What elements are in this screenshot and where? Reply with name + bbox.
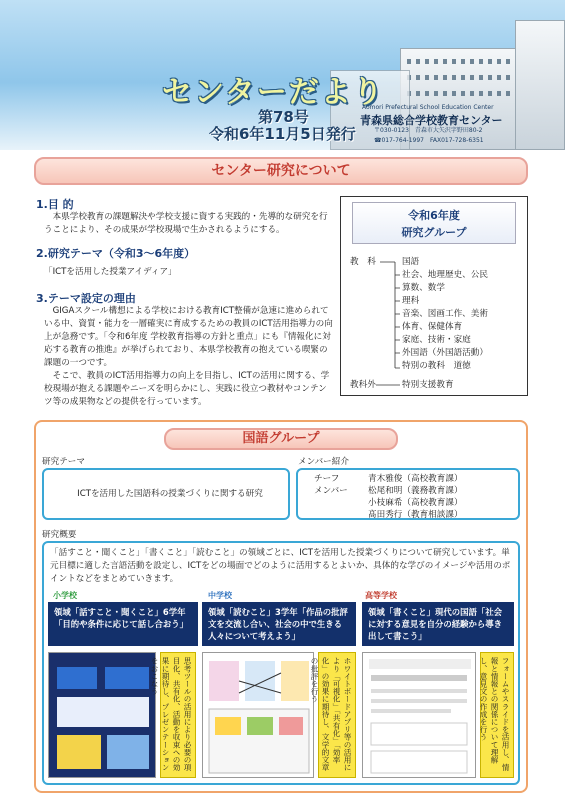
org-name-jp: 青森県総合学校教育センター <box>360 114 503 127</box>
section-title: センター研究について <box>34 157 528 185</box>
col-hs-title: 領域「書くこと」現代の国語「社会に対する意見を自分の経験から導き出して書こう」 <box>362 602 514 646</box>
hs-screenshot-graphic <box>363 653 476 778</box>
col-elem-label: 小学校 <box>53 591 77 600</box>
newsletter-title: センターだより <box>162 75 385 110</box>
jh-note: ホワイトボードアプリ等の活用により「可視化」「共有化」「効率化」の効果に期待し、文学的文章の批評を行う <box>318 652 356 778</box>
theme-text: 「ICTを活用した授業アイディア」 <box>44 267 177 277</box>
groups-heading-line1: 令和6年度 <box>408 209 460 222</box>
group-item-1: 社会、地理歴史、公民 <box>402 270 488 280</box>
chief-label: チーフ <box>314 474 340 484</box>
org-phone: ☎017-764-1997 FAX017-728-6351 <box>374 137 484 144</box>
group-item-5: 体育、保健体育 <box>402 322 463 332</box>
purpose-heading: 1.目 的 <box>36 198 74 211</box>
members-label: メンバー紹介 <box>298 457 349 467</box>
group-item-3: 理科 <box>402 296 420 306</box>
group-item-2: 算数、数学 <box>402 283 445 293</box>
kokugo-title: 国語グループ <box>164 428 398 450</box>
elem-screenshot <box>48 652 156 778</box>
member-label: メンバー <box>314 486 348 496</box>
theme-heading: 2.研究テーマ（令和3～6年度） <box>36 247 196 260</box>
subjects-label: 教 科 <box>350 257 376 267</box>
hs-note: フォームやスライドを活用し、情報と情報との関係について理解し、意見文の作成を行う <box>480 652 514 778</box>
issue-date: 令和6年11月5日発行 <box>209 125 356 143</box>
groups-heading-line2: 研究グループ <box>401 226 467 239</box>
reason-text-2: そこで、教員のICT活用指導力の向上を目指し、ICTの活用に関する、学校現場が抱える課題やニーズを明らかにし、実践に役立つ教材やコンテンツ等の成果物などの提供を行っています。 <box>44 371 330 407</box>
group-item-0: 国語 <box>402 257 420 267</box>
issue-number: 第78号 <box>258 108 309 126</box>
org-name-en: Aomori Prefectural School Education Center <box>362 104 494 111</box>
hs-screenshot <box>362 652 476 778</box>
reason-text-1: GIGAスクール構想による学校における教育ICT整備が急速に進められている中、資質・能力を一層確実に育成するための教員のICT活用指導力の向上が急務です。「令和6年度 学校教育指導の方針と重点」にも『情報化に対応する教育の推進』が挙げられており、本県学校教育の抱えている喫緊の課題の一つです。 <box>44 306 333 368</box>
elem-screenshot-graphic <box>49 653 156 778</box>
other-label: 教科外 <box>350 380 376 390</box>
theme-value: ICTを活用した国語科の授業づくりに関する研究 <box>77 489 263 499</box>
group-item-6: 家庭、技術・家庭 <box>402 335 471 345</box>
col-jh-label: 中学校 <box>208 591 232 600</box>
member-3: 髙田秀行（教育相談課） <box>368 510 463 520</box>
member-1: 松尾和明（義務教育課） <box>368 486 463 496</box>
col-hs-label: 高等学校 <box>365 591 397 600</box>
summary-text: 「話すこと・聞くこと」「書くこと」「読むこと」の領域ごとに、ICTを活用した授業づくりについて研究しています。単元目標に適した言語活動を設定し、ICTをどの場面でどのように活用するとよいか、具体的な学びのイメージや活用のポイントなどをまとめていきます。 <box>50 548 511 584</box>
col-jh-title: 領域「読むこと」3学年「作品の批評文を交流し合い、社会の中で生きる人々について考えよう」 <box>202 602 356 646</box>
jh-screenshot <box>202 652 314 778</box>
org-contact <box>374 126 554 146</box>
jh-screenshot-graphic <box>203 653 314 778</box>
member-2: 小枝麻希（高校教育課） <box>368 498 463 508</box>
reason-heading: 3.テーマ設定の理由 <box>36 292 136 305</box>
col-elem-title: 領域「話すこと・聞くこと」6学年「目的や条件に応じて話し合おう」 <box>48 602 198 646</box>
group-item-4: 音楽、図画工作、美術 <box>402 309 488 319</box>
theme-box <box>42 468 290 520</box>
purpose-text: 本県学校教育の課題解決や学校支援に資する実践的・先導的な研究を行うことにより、その成果が学校現場で生かされるようにする。 <box>44 212 328 235</box>
group-item-special: 特別支援教育 <box>402 380 454 390</box>
theme-label: 研究テーマ <box>42 457 85 467</box>
elem-note: 思考ツールの活用により必要の項目化、共有化、活動を収束への効果に期待し、プレゼンテーションをおこなう <box>160 652 196 778</box>
group-item-7: 外国語（外国語活動） <box>402 348 488 358</box>
summary-label: 研究概要 <box>42 530 77 540</box>
group-item-8: 特別の教科 道徳 <box>402 361 471 371</box>
chief-name: 青木雅俊（高校教育課） <box>368 474 463 484</box>
members-box <box>296 468 520 520</box>
org-address: 〒030-0123 青森市大矢沢字野田80-2 <box>374 127 483 134</box>
